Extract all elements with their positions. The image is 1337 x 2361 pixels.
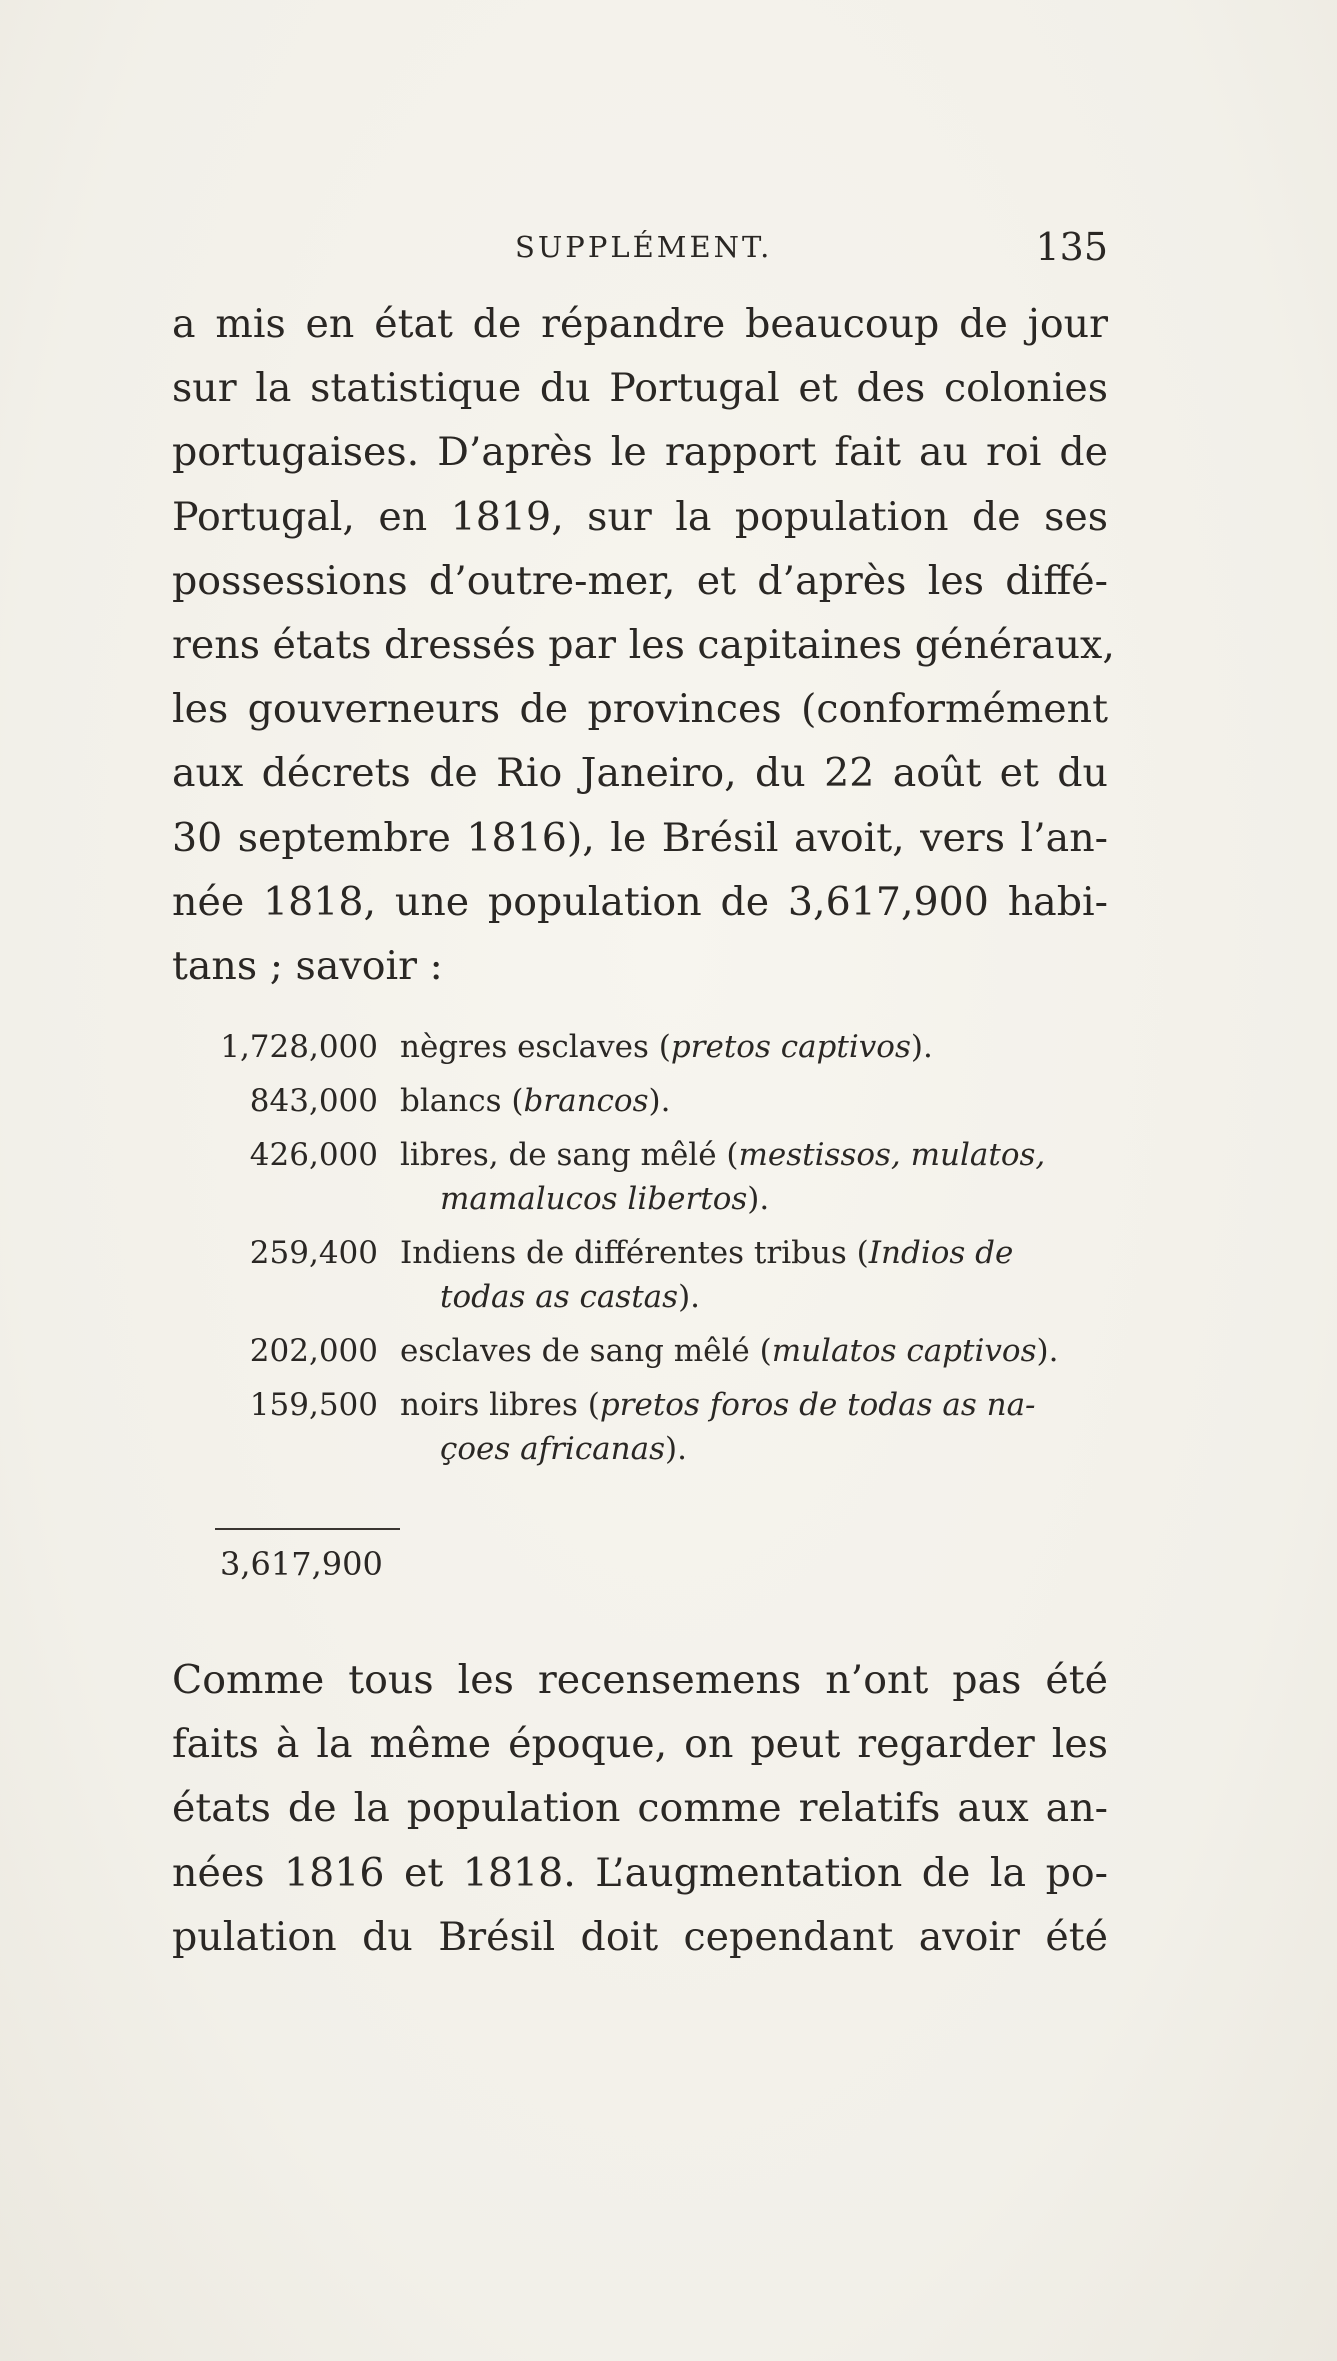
population-description: blancs (brancos). xyxy=(400,1083,671,1119)
population-total: 3,617,900 xyxy=(220,1545,383,1583)
population-row xyxy=(190,1133,1120,1221)
text-line: née 1818, une population de 3,617,900 habi- xyxy=(172,878,1108,925)
population-description: esclaves de sang mêlé (mulatos captivos). xyxy=(400,1333,1059,1369)
text-line: tans ; savoir : xyxy=(172,943,443,990)
population-number: 843,000 xyxy=(249,1083,378,1119)
population-description: Indiens de différentes tribus (Indios de todas as castas). xyxy=(400,1235,1014,1315)
population-row xyxy=(190,1383,1120,1471)
population-number: 159,500 xyxy=(249,1387,378,1423)
running-head-title: SUPPLÉMENT. xyxy=(515,230,773,264)
population-number: 1,728,000 xyxy=(220,1029,378,1065)
text-line: pulation du Brésil doit cependant avoir été xyxy=(172,1913,1108,1960)
text-line: les gouverneurs de provinces (conformément xyxy=(172,686,1108,733)
text-line: nées 1816 et 1818. L’augmentation de la po- xyxy=(172,1849,1108,1896)
population-table xyxy=(190,1025,1120,1481)
population-row xyxy=(190,1025,1120,1069)
paragraph-1 xyxy=(172,292,1115,998)
text-line: faits à la même époque, on peut regarder les xyxy=(172,1721,1108,1768)
population-description: nègres esclaves (pretos captivos). xyxy=(400,1029,933,1065)
population-description: libres, de sang mêlé (mestissos, mulatos, mamalucos libertos). xyxy=(400,1137,1046,1217)
population-row xyxy=(190,1231,1120,1319)
population-number: 426,000 xyxy=(249,1137,378,1173)
text-line: sur la statistique du Portugal et des colonies xyxy=(172,365,1108,412)
text-line: états de la population comme relatifs aux an- xyxy=(172,1785,1108,1832)
sum-rule xyxy=(215,1528,400,1530)
text-line: Comme tous les recensemens n’ont pas été xyxy=(172,1657,1108,1703)
text-line: Portugal, en 1819, sur la population de ses xyxy=(172,493,1108,540)
text-line: 30 septembre 1816), le Brésil avoit, vers l’an- xyxy=(172,814,1108,861)
text-line: aux décrets de Rio Janeiro, du 22 août et du xyxy=(172,750,1108,797)
text-line: portugaises. D’après le rapport fait au roi de xyxy=(172,429,1108,476)
text-line: possessions d’outre-mer, et d’après les diffé- xyxy=(172,557,1108,604)
population-number: 202,000 xyxy=(249,1333,378,1369)
paragraph-2 xyxy=(172,1648,1108,1969)
text-line: rens états dressés par les capitaines généraux, xyxy=(172,622,1115,669)
page-number: 135 xyxy=(1035,225,1108,269)
running-head xyxy=(515,222,1108,272)
population-description: noirs libres (pretos foros de todas as na- çoes africanas). xyxy=(400,1387,1036,1467)
population-row xyxy=(190,1329,1120,1373)
population-row xyxy=(190,1079,1120,1123)
population-number: 259,400 xyxy=(249,1235,378,1271)
text-line: a mis en état de répandre beaucoup de jour xyxy=(172,301,1108,347)
